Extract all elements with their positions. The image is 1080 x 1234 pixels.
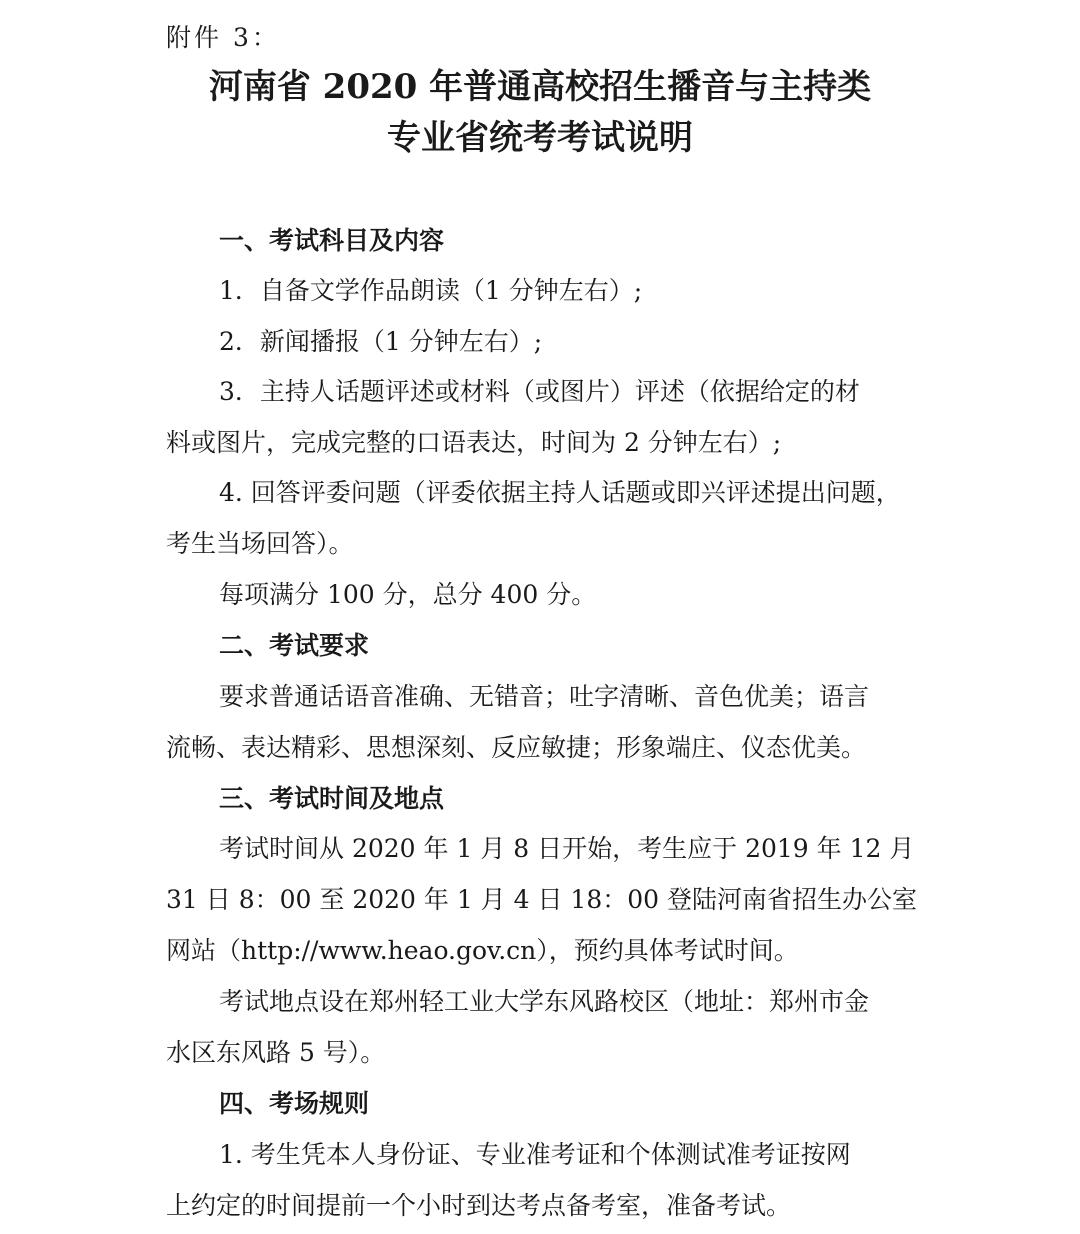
paragraph-line: 水区东风路 5 号）。 bbox=[166, 1038, 386, 1067]
paragraph-line: 网站（http://www.heao.gov.cn），预约具体考试时间。 bbox=[166, 936, 799, 965]
section-heading-requirements: 二、考试要求 bbox=[219, 631, 370, 660]
document-title-line-2: 专业省统考考试说明 bbox=[387, 118, 693, 158]
paragraph-line: 3．主持人话题评述或材料（或图片）评述（依据给定的材 bbox=[219, 377, 860, 406]
paragraph-line: 每项满分 100 分，总分 400 分。 bbox=[219, 580, 597, 609]
paragraph-line: 考生当场回答）。 bbox=[166, 529, 354, 558]
paragraph-line: 流畅、表达精彩、思想深刻、反应敏捷；形象端庄、仪态优美。 bbox=[166, 733, 867, 762]
paragraph-line: 2．新闻播报（1 分钟左右）; bbox=[219, 327, 543, 356]
paragraph-line: 料或图片，完成完整的口语表达，时间为 2 分钟左右）; bbox=[166, 428, 782, 457]
paragraph-line: 31 日 8：00 至 2020 年 1 月 4 日 18：00 登陆河南省招生办公室 bbox=[166, 885, 918, 914]
attachment-label: 附件 3： bbox=[166, 23, 280, 52]
paragraph-line: 考试地点设在郑州轻工业大学东风路校区（地址：郑州市金 bbox=[219, 987, 870, 1016]
paragraph-line: 1．自备文学作品朗读（1 分钟左右）; bbox=[219, 276, 643, 305]
paragraph-line: 4. 回答评委问题（评委依据主持人话题或即兴评述提出问题， bbox=[219, 478, 901, 507]
section-heading-time-location: 三、考试时间及地点 bbox=[219, 784, 445, 813]
paragraph-line: 要求普通话语音准确、无错音；吐字清晰、音色优美；语言 bbox=[219, 682, 870, 711]
paragraph-line: 上约定的时间提前一个小时到达考点备考室，准备考试。 bbox=[166, 1191, 792, 1220]
section-heading-rules: 四、考场规则 bbox=[219, 1089, 370, 1118]
paragraph-line: 考试时间从 2020 年 1 月 8 日开始，考生应于 2019 年 12 月 bbox=[219, 834, 915, 863]
document-title-line-1: 河南省 2020 年普通高校招生播音与主持类 bbox=[208, 67, 872, 107]
section-heading-subjects: 一、考试科目及内容 bbox=[219, 226, 445, 255]
paragraph-line: 1. 考生凭本人身份证、专业准考证和个体测试准考证按网 bbox=[219, 1140, 851, 1169]
